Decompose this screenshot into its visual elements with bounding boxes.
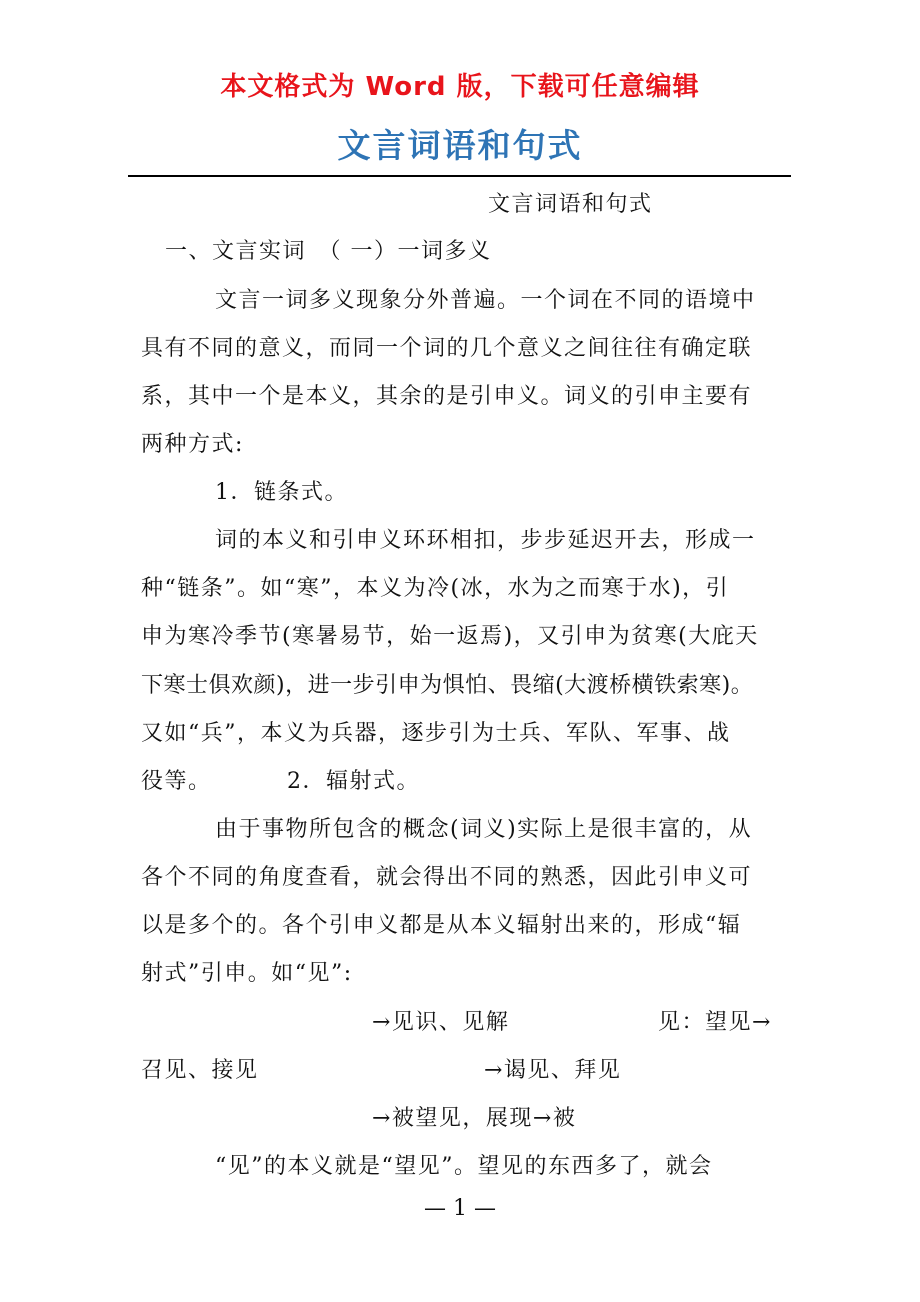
paragraph-line: 各个不同的角度查看，就会得出不同的熟悉，因此引申义可: [141, 865, 753, 890]
page-title: 文言词语和句式: [337, 126, 583, 165]
paragraph-line: 又如“兵”，本义为兵器，逐步引为士兵、军队、军事、战: [141, 721, 731, 746]
paragraph-line: 以是多个的。各个引申义都是从本义辐射出来的，形成“辐: [141, 913, 742, 938]
doc-subtitle: 文言词语和句式: [488, 192, 653, 217]
diagram-branch-bottom: →被望见，展现→被: [372, 1106, 577, 1131]
paragraph-line: 系，其中一个是本义，其余的是引申义。词义的引申主要有: [141, 384, 753, 409]
page-number: — 1 —: [424, 1196, 496, 1221]
diagram-branch-top: →见识、见解: [372, 1010, 510, 1035]
paragraph-line: 具有不同的意义，而同一个词的几个意义之间往往有确定联: [141, 336, 753, 361]
paragraph-line: 两种方式:: [141, 432, 244, 457]
list-item-heading: 2．辐射式。: [287, 769, 420, 794]
diagram-center-label: 见：望见→: [658, 1010, 772, 1035]
paragraph-line: 词的本义和引申义环环相扣，步步延迟开去，形成一: [215, 528, 756, 553]
diagram-branch-left: 召见、接见: [141, 1058, 259, 1083]
download-banner: 本文格式为 Word 版，下载可任意编辑: [220, 72, 700, 102]
list-item-heading: 1．链条式。: [215, 480, 348, 505]
paragraph-line: 申为寒冷季节(寒暑易节，始一返焉)，又引申为贫寒(大庇天: [141, 624, 759, 649]
paragraph-line: 射式”引申。如“见”:: [141, 961, 353, 986]
title-divider: [128, 175, 791, 177]
paragraph-line: 由于事物所包含的概念(词义)实际上是很丰富的，从: [215, 817, 753, 842]
paragraph-line: 文言一词多义现象分外普遍。一个词在不同的语境中: [215, 288, 756, 313]
paragraph-line: 下寒士俱欢颜)，进一步引申为惧怕、畏缩(大渡桥横铁索寒)。: [141, 673, 754, 698]
section-heading: 一、文言实词 （ 一）一词多义: [165, 239, 492, 264]
diagram-branch-mid: →谒见、拜见: [484, 1058, 622, 1083]
paragraph-line: 种“链条”。如“寒”，本义为冷(冰，水为之而寒于水)，引: [141, 576, 730, 601]
paragraph-line: 役等。: [141, 769, 212, 794]
paragraph-line: “见”的本义就是“望见”。望见的东西多了，就会: [215, 1154, 713, 1179]
